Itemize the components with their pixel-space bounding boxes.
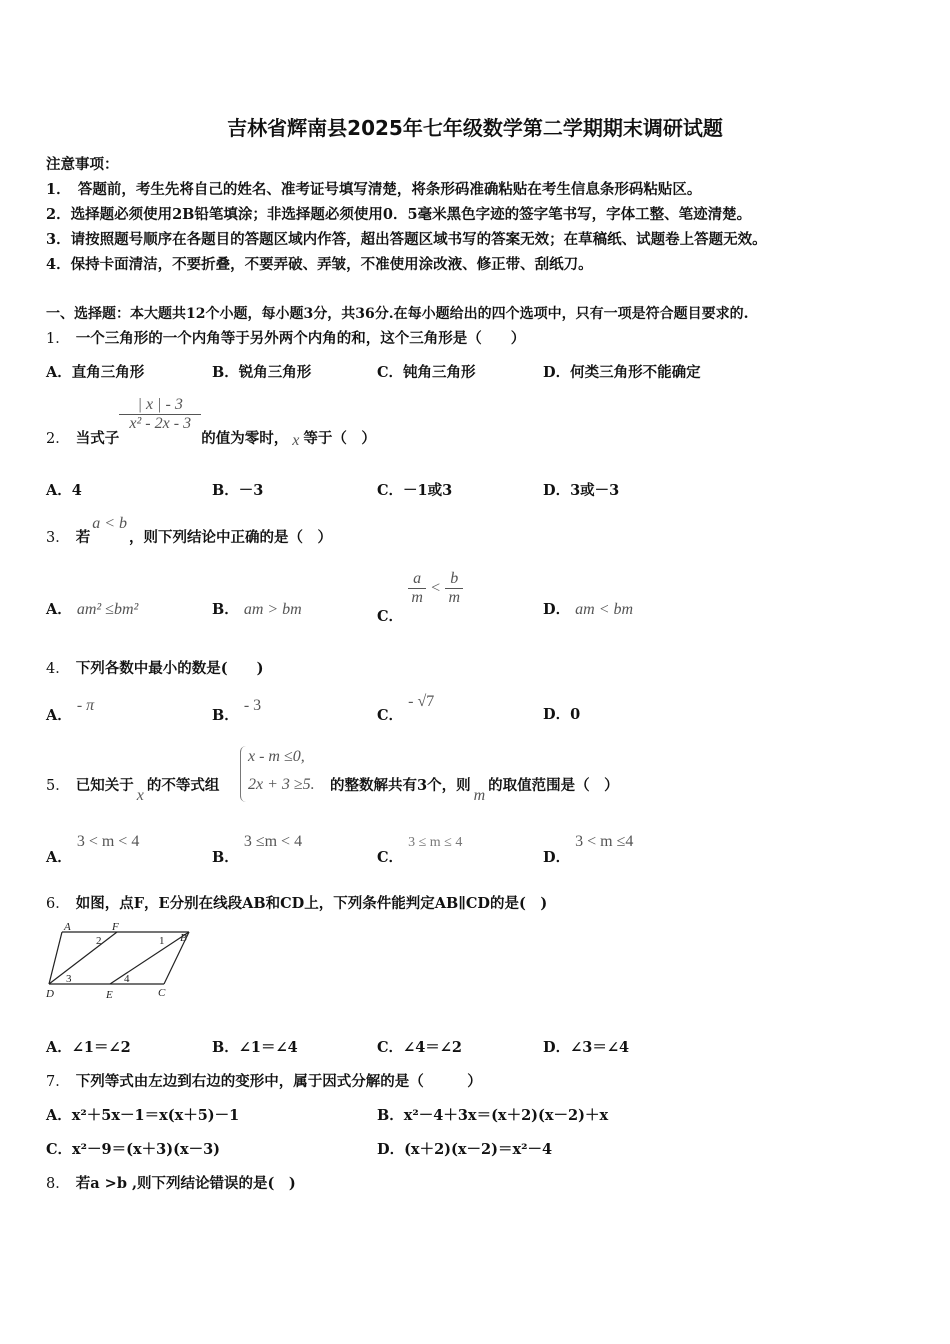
option-expr: - √7 — [408, 693, 435, 710]
q2-variable: x — [292, 431, 300, 449]
question-3 — [46, 512, 333, 546]
q5-option-c — [377, 830, 463, 866]
q5-inequality-1: x - m ≤0, — [248, 748, 305, 765]
note-item-1: 1． 答题前，考生先将自己的姓名、准考证号填写清楚，将条形码准确粘贴在考生信息条形码粘贴区。 — [46, 181, 702, 198]
option-label: C． — [377, 849, 404, 866]
q6-option-c: C．∠4＝∠2 — [377, 1039, 463, 1056]
question-7 — [46, 1070, 482, 1091]
fraction-numerator: a — [408, 570, 426, 589]
angle-3-label: 3 — [66, 973, 72, 985]
option-label: B． — [212, 601, 239, 618]
question-5-continued — [330, 774, 619, 804]
q1-option-a: A．直角三角形 — [46, 364, 145, 381]
q3-option-c — [377, 570, 463, 625]
option-expr: - 3 — [243, 697, 262, 714]
q3-option-a — [46, 598, 138, 619]
q3-c-fraction-b — [445, 570, 463, 607]
question-number: 6． — [46, 896, 70, 912]
option-expr: 3 < m ≤4 — [575, 833, 634, 850]
section-heading: 一、选择题：本大题共12个小题，每小题3分，共36分.在每小题给出的四个选项中，只有一项是符合题目要求的. — [46, 306, 749, 322]
q6-option-b: B．∠1＝∠4 — [212, 1039, 298, 1056]
question-text-post1: 的整数解共有3个，则 — [330, 777, 471, 794]
option-expr: am² ≤bm² — [76, 601, 139, 618]
label-e: E — [106, 989, 113, 1001]
question-text-pre: 已知关于 — [75, 777, 134, 794]
q7-option-d: D．(x＋2)(x－2)＝x²－4 — [377, 1141, 553, 1158]
question-text: 下列各数中最小的数是( ) — [75, 660, 264, 677]
q6-parallelogram-figure — [44, 918, 196, 1002]
option-expr: am < bm — [575, 601, 634, 618]
q5-variable: x — [136, 787, 144, 804]
question-number: 2． — [46, 430, 70, 447]
notes-heading: 注意事项： — [46, 156, 119, 173]
option-label: C． — [377, 707, 404, 724]
fraction-denominator: m — [448, 589, 461, 606]
q4-option-c — [377, 690, 435, 724]
fraction-denominator: m — [411, 589, 423, 606]
q3-c-operator: < — [431, 579, 441, 597]
question-number: 1． — [46, 331, 70, 347]
option-label: C． — [377, 607, 404, 625]
option-label: D． — [543, 601, 571, 618]
q2-option-a: A．4 — [46, 482, 82, 499]
option-expr: am > bm — [243, 601, 302, 618]
q2-option-c: C．－1或3 — [377, 482, 453, 499]
q5-variable-m: m — [473, 787, 486, 804]
angle-4-label: 4 — [124, 973, 130, 985]
q3-condition: a < b — [92, 515, 128, 532]
question-text-mid: 的不等式组 — [146, 777, 220, 794]
q2-numerator: | x | - 3 — [119, 396, 201, 415]
note-item-4: 4．保持卡面清洁，不要折叠，不要弄破、弄皱，不准使用涂改液、修正带、刮纸刀。 — [46, 256, 593, 273]
option-expr: 3 < m < 4 — [76, 833, 140, 850]
option-label: A． — [46, 601, 72, 618]
q2-denominator: x² - 2x - 3 — [129, 415, 192, 432]
q3-option-d — [543, 598, 633, 619]
angle-1-label: 1 — [159, 935, 165, 947]
question-1 — [46, 327, 525, 348]
q5-option-a — [46, 830, 140, 866]
question-text: 下列等式由左边到右边的变形中，属于因式分解的是（ ） — [75, 1073, 482, 1090]
q4-option-d: D．0 — [543, 706, 581, 723]
question-6 — [46, 892, 547, 913]
question-text-post: 等于（ ） — [303, 429, 376, 447]
question-text: 一个三角形的一个内角等于另外两个内角的和，这个三角形是（ ） — [75, 330, 526, 347]
q5-option-d — [543, 830, 634, 866]
label-d: D — [46, 988, 54, 1000]
q1-option-b: B．锐角三角形 — [212, 364, 312, 381]
question-text: 如图，点F，E分别在线段AB和CD上，下列条件能判定AB∥CD的是( ) — [75, 895, 548, 912]
question-number: 3． — [46, 530, 70, 546]
question-number: 4． — [46, 661, 70, 677]
option-label: A． — [46, 707, 72, 724]
question-text-pre: 若 — [75, 529, 91, 546]
question-2 — [46, 394, 376, 449]
question-text-post2: 的取值范围是（ ） — [488, 777, 619, 794]
note-item-2: 2．选择题必须使用2B铅笔填涂；非选择题必须使用0．5毫米黑色字迹的签字笔书写，字体工整、笔迹清楚。 — [46, 206, 752, 223]
q1-option-d: D．何类三角形不能确定 — [543, 364, 701, 381]
question-number: 8． — [46, 1176, 70, 1192]
q3-c-fraction-a — [408, 570, 426, 607]
option-expr: - π — [76, 697, 95, 714]
question-text: 若a >b ,则下列结论错误的是( ) — [75, 1175, 296, 1192]
q3-option-b — [212, 598, 302, 619]
option-label: D． — [543, 849, 571, 866]
option-expr: 3 ≤m < 4 — [243, 833, 303, 850]
option-label: B． — [212, 707, 239, 724]
q7-option-b: B．x²－4＋3x＝(x＋2)(x－2)＋x — [377, 1107, 609, 1124]
option-expr: 3 ≤ m ≤ 4 — [408, 835, 463, 850]
q1-option-c: C．钝角三角形 — [377, 364, 476, 381]
label-a: A — [64, 921, 71, 933]
q5-inequality-2: 2x + 3 ≥5. — [248, 776, 315, 793]
label-f: F — [112, 921, 119, 933]
question-number: 7． — [46, 1074, 70, 1090]
q4-option-a — [46, 694, 95, 724]
question-text-pre: 当式子 — [75, 429, 120, 447]
question-text-post: ，则下列结论中正确的是（ ） — [129, 529, 333, 546]
q6-option-d: D．∠3＝∠4 — [543, 1039, 630, 1056]
label-c: C — [158, 987, 166, 999]
q7-option-c: C．x²－9＝(x＋3)(x－3) — [46, 1141, 221, 1158]
q7-option-a: A．x²＋5x－1＝x(x＋5)－1 — [46, 1107, 240, 1124]
q5-option-b — [212, 830, 303, 866]
note-item-3: 3．请按照题号顺序在各题目的答题区域内作答，超出答题区域书写的答案无效；在草稿纸、试题卷上答题无效。 — [46, 231, 767, 248]
question-4 — [46, 657, 263, 678]
q4-option-b — [212, 694, 262, 724]
option-label: B． — [212, 849, 239, 866]
fraction-numerator: b — [445, 570, 463, 589]
option-label: A． — [46, 849, 72, 866]
label-b: B — [180, 932, 187, 944]
page-title: 吉林省辉南县2025年七年级数学第二学期期末调研试题 — [227, 116, 723, 140]
q6-option-a: A．∠1＝∠2 — [46, 1039, 131, 1056]
q2-option-d: D．3或－3 — [543, 482, 620, 499]
question-number: 5． — [46, 778, 70, 794]
angle-2-label: 2 — [96, 935, 102, 947]
question-text-mid: 的值为零时， — [201, 429, 289, 447]
question-8 — [46, 1172, 296, 1193]
question-5 — [46, 774, 220, 804]
q2-option-b: B．－3 — [212, 482, 264, 499]
q2-fraction — [119, 396, 201, 433]
